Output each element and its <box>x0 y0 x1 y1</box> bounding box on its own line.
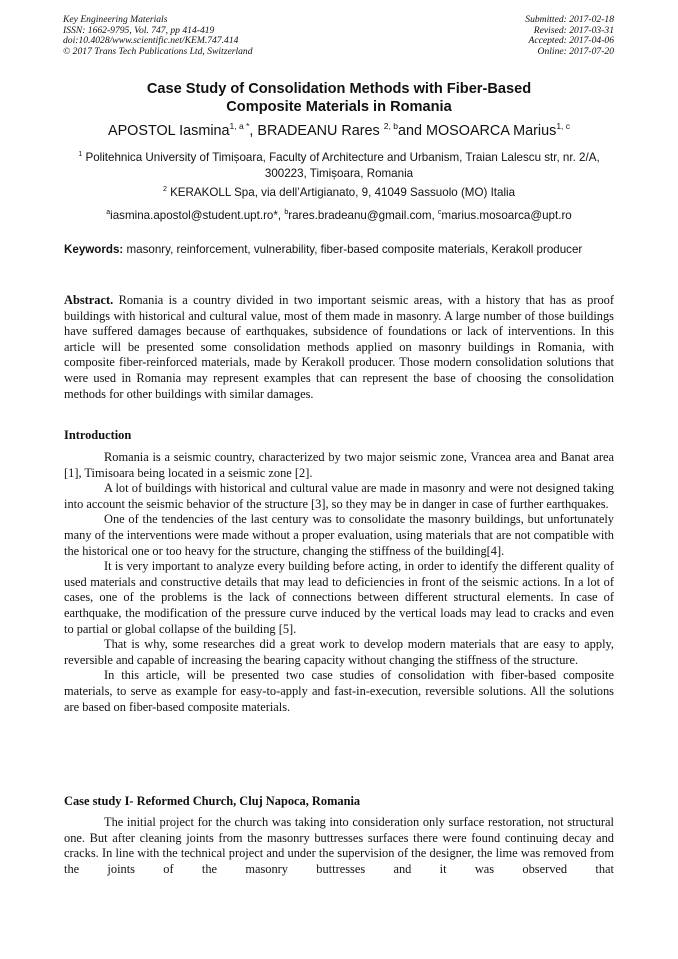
affiliation-1-marker: 1 <box>78 151 83 158</box>
author-2-affiliation: 2, b <box>383 121 398 131</box>
introduction-heading: Introduction <box>64 428 132 442</box>
author-emails <box>60 208 618 224</box>
author-3-affiliation: 1, c <box>556 121 571 131</box>
title-line-2: Composite Materials in Romania <box>226 99 452 115</box>
email-b[interactable]: rares.bradeanu@gmail.com, <box>288 209 438 222</box>
keywords-text: masonry, reinforcement, vulnerability, fiber-based composite materials, Kerakoll producer <box>123 243 583 256</box>
email-a-marker: a <box>106 209 111 216</box>
online-date: Online: 2017-07-20 <box>537 45 614 57</box>
author-separator-and: and <box>397 123 426 139</box>
abstract-text: Romania is a country divided in two important seismic areas, with a history that has as proof buildings with historical and cultural value, most of them made in masonry. A large number of those buildings have suffered damages because of earthquakes, subsidence of foundations or lack of interventions. In this article will be presented some consolidation methods applied on masonry buildings in Romania, with composite fiber-reinforced materials, made by Kerakoll producer. Those modern consolidation solutions that were used in Romania may represent examples that can represent the base of choosing the consolidation methods for other buildings with similar damages. <box>64 293 614 401</box>
intro-paragraph: That is why, some researches did a great work to develop modern materials that are easy to apply, reversible and capable of increasing the bearing capacity without changing the stiffness of the structure. <box>64 637 614 667</box>
journal-name: Key Engineering Materials <box>63 14 168 25</box>
submitted-date: Submitted: 2017-02-18 <box>525 14 614 25</box>
affiliation-2-marker: 2 <box>162 186 167 193</box>
affiliation-2 <box>60 185 618 201</box>
accepted-date: Accepted: 2017-04-06 <box>528 35 614 47</box>
paper-title <box>60 80 618 116</box>
journal-info <box>63 15 253 57</box>
author-2: BRADEANU Rares <box>257 123 384 139</box>
case-study-1-heading: Case study I- Reformed Church, Cluj Napoca, Romania <box>64 794 361 808</box>
intro-paragraph: A lot of buildings with historical and cultural value are made in masonry and were not designed taking into account the seismic behavior of the structure [3], so they may be in danger in case of further earthquakes. <box>64 481 614 511</box>
intro-paragraph: It is very important to analyze every building before acting, in order to identify the different quality of used materials and constructive details that may lead to deficiencies in front of the seismic actions. In a lot of cases, one of the problems is the lack of connections between different structural elements. In case of earthquake, the modification of the pressure curve induced by the vertical loads may lead to cracks and even to partial or global collapse of the building [5]. <box>64 559 614 636</box>
introduction-body <box>64 450 614 715</box>
author-1: APOSTOL Iasmina <box>107 123 230 139</box>
abstract-label: Abstract. <box>64 293 114 307</box>
copyright: © 2017 Trans Tech Publications Ltd, Switzerland <box>63 45 253 57</box>
keywords <box>64 242 614 258</box>
case-study-1-body <box>64 815 614 877</box>
email-c-marker: c <box>437 209 442 216</box>
title-line-1: Case Study of Consolidation Methods with Fiber-Based <box>146 81 532 97</box>
email-a[interactable]: iasmina.apostol@student.upt.ro*, <box>110 209 285 222</box>
keywords-label: Keywords: <box>64 243 124 256</box>
publication-dates <box>525 15 614 57</box>
affiliation-2-text: KERAKOLL Spa, via dell’Artigianato, 9, 41049 Sassuolo (MO) Italia <box>166 186 516 199</box>
intro-paragraph: One of the tendencies of the last century was to consolidate the masonry buildings, but unfortunately many of the interventions were made without a proper evaluation, using materials that are not compatible with the historical one or too heavy for the structure, changing the stiffness of the building[4]. <box>64 512 614 558</box>
author-list <box>50 122 628 140</box>
author-1-affiliation: 1, a * <box>229 121 250 131</box>
abstract <box>64 293 614 402</box>
author-separator: , <box>249 123 258 139</box>
issn: ISSN: 1662-9795, Vol. 747, pp 414-419 <box>63 24 215 36</box>
revised-date: Revised: 2017-03-31 <box>533 24 614 36</box>
email-b-marker: b <box>284 209 289 216</box>
intro-paragraph: Romania is a seismic country, characterized by two major seismic zone, Vrancea area and Banat area [1], Timisoara being located in a seismic zone [2]. <box>64 450 614 480</box>
affiliation-1 <box>60 150 618 182</box>
author-3: MOSOARCA Marius <box>425 123 557 139</box>
affiliation-1-text: Politehnica University of Timișoara, Faculty of Architecture and Urbanism, Traian Lalescu str, nr. 2/A, 300223, Timișoara, Romania <box>82 151 600 180</box>
intro-paragraph: In this article, will be presented two case studies of consolidation with fiber-based composite materials, to serve as example for easy-to-apply and fast-in-execution, reversible solutions. All the solutions are based on fiber-based composite materials. <box>64 668 614 714</box>
case-study-1-paragraph: The initial project for the church was taking into consideration only surface restoration, not structural one. But after cleaning joints from the masonry buttresses surfaces there were found continuing decay and cracks. In line with the technical project and under the supervision of the designer, the lime was removed from the joints of the masonry buttresses and it was observed that <box>64 815 614 876</box>
doi: doi:10.4028/www.scientific.net/KEM.747.414 <box>63 35 239 47</box>
email-c[interactable]: marius.mosoarca@upt.ro <box>441 209 572 222</box>
